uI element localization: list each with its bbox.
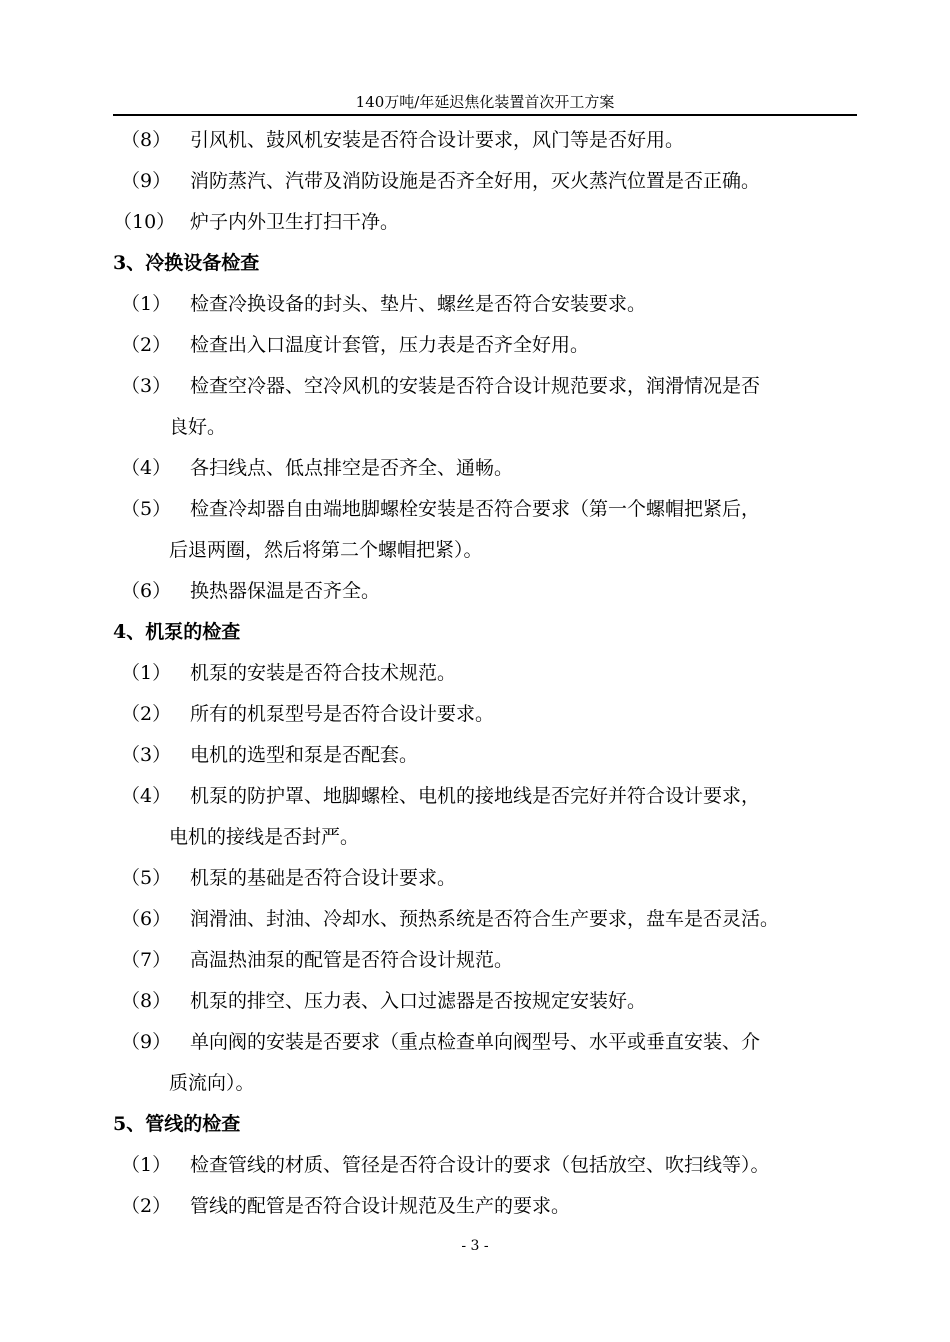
- item-text: 高温热油泵的配管是否符合设计规范。: [190, 949, 514, 971]
- page-footer: [0, 1236, 950, 1256]
- page-header: [113, 92, 857, 116]
- item-text: 机泵的安装是否符合技术规范。: [190, 662, 457, 684]
- item-number: （5）: [121, 498, 172, 520]
- list-item: [113, 981, 863, 1022]
- list-item: [113, 161, 863, 202]
- list-item: [113, 325, 863, 366]
- item-text: 管线的配管是否符合设计规范及生产的要求。: [190, 1195, 571, 1217]
- item-text: 机泵的防护罩、地脚螺栓、电机的接地线是否完好并符合设计要求，: [190, 785, 761, 807]
- list-item: [113, 366, 863, 407]
- item-number: （6）: [121, 580, 172, 602]
- list-item: [113, 735, 863, 776]
- item-number: （2）: [121, 1195, 172, 1217]
- section-heading: 5、管线的检查: [113, 1113, 241, 1135]
- item-text: 机泵的排空、压力表、入口过滤器是否按规定安装好。: [190, 990, 647, 1012]
- list-item: [113, 202, 863, 243]
- item-text: 机泵的基础是否符合设计要求。: [190, 867, 457, 889]
- list-item: [113, 284, 863, 325]
- item-number: （8）: [121, 129, 172, 151]
- list-item: [113, 1186, 863, 1227]
- item-number: （3）: [121, 744, 172, 766]
- list-item: [113, 899, 863, 940]
- item-continuation: 良好。: [169, 416, 227, 438]
- item-number: （8）: [121, 990, 172, 1012]
- item-text: 所有的机泵型号是否符合设计要求。: [190, 703, 495, 725]
- item-number: （4）: [121, 457, 172, 479]
- item-text: 换热器保温是否齐全。: [190, 580, 381, 602]
- item-number: （4）: [121, 785, 172, 807]
- item-continuation: 质流向）。: [169, 1072, 255, 1094]
- item-text: 检查冷换设备的封头、垫片、螺丝是否符合安装要求。: [190, 293, 647, 315]
- item-number: （10）: [113, 211, 176, 233]
- item-text: 消防蒸汽、汽带及消防设施是否齐全好用，灭火蒸汽位置是否正确。: [190, 170, 761, 192]
- item-continuation: 电机的接线是否封严。: [169, 826, 360, 848]
- list-item: [113, 120, 863, 161]
- list-item: [113, 1022, 863, 1063]
- list-item: [113, 448, 863, 489]
- list-item: [113, 571, 863, 612]
- item-number: （2）: [121, 334, 172, 356]
- item-text: 检查冷却器自由端地脚螺栓安装是否符合要求（第一个螺帽把紧后，: [190, 498, 761, 520]
- list-item: [113, 858, 863, 899]
- page-number: - 3 -: [461, 1238, 489, 1254]
- item-number: （3）: [121, 375, 172, 397]
- item-text: 引风机、鼓风机安装是否符合设计要求，风门等是否好用。: [190, 129, 685, 151]
- header-title: 140万吨/年延迟焦化装置首次开工方案: [355, 93, 615, 111]
- item-number: （5）: [121, 867, 172, 889]
- item-text: 炉子内外卫生打扫干净。: [190, 211, 400, 233]
- item-number: （9）: [121, 1031, 172, 1053]
- list-item: [113, 1145, 863, 1186]
- item-number: （6）: [121, 908, 172, 930]
- item-text: 单向阀的安装是否要求（重点检查单向阀型号、水平或垂直安装、介: [190, 1031, 761, 1053]
- item-text: 检查管线的材质、管径是否符合设计的要求（包括放空、吹扫线等）。: [190, 1154, 770, 1176]
- item-continuation: 后退两圈，然后将第二个螺帽把紧）。: [169, 539, 483, 561]
- item-text: 各扫线点、低点排空是否齐全、通畅。: [190, 457, 514, 479]
- document-body: [113, 120, 863, 1227]
- item-number: （1）: [121, 293, 172, 315]
- item-number: （1）: [121, 662, 172, 684]
- item-text: 检查出入口温度计套管，压力表是否齐全好用。: [190, 334, 590, 356]
- section-heading: 4、机泵的检查: [113, 621, 241, 643]
- list-item: [113, 940, 863, 981]
- item-text: 检查空冷器、空冷风机的安装是否符合设计规范要求，润滑情况是否: [190, 375, 761, 397]
- item-number: （7）: [121, 949, 172, 971]
- list-item: [113, 776, 863, 817]
- item-number: （1）: [121, 1154, 172, 1176]
- item-text: 电机的选型和泵是否配套。: [190, 744, 419, 766]
- list-item: [113, 653, 863, 694]
- item-number: （2）: [121, 703, 172, 725]
- list-item: [113, 489, 863, 530]
- item-text: 润滑油、封油、冷却水、预热系统是否符合生产要求，盘车是否灵活。: [190, 908, 780, 930]
- list-item: [113, 694, 863, 735]
- item-number: （9）: [121, 170, 172, 192]
- section-heading: 3、冷换设备检查: [113, 252, 260, 274]
